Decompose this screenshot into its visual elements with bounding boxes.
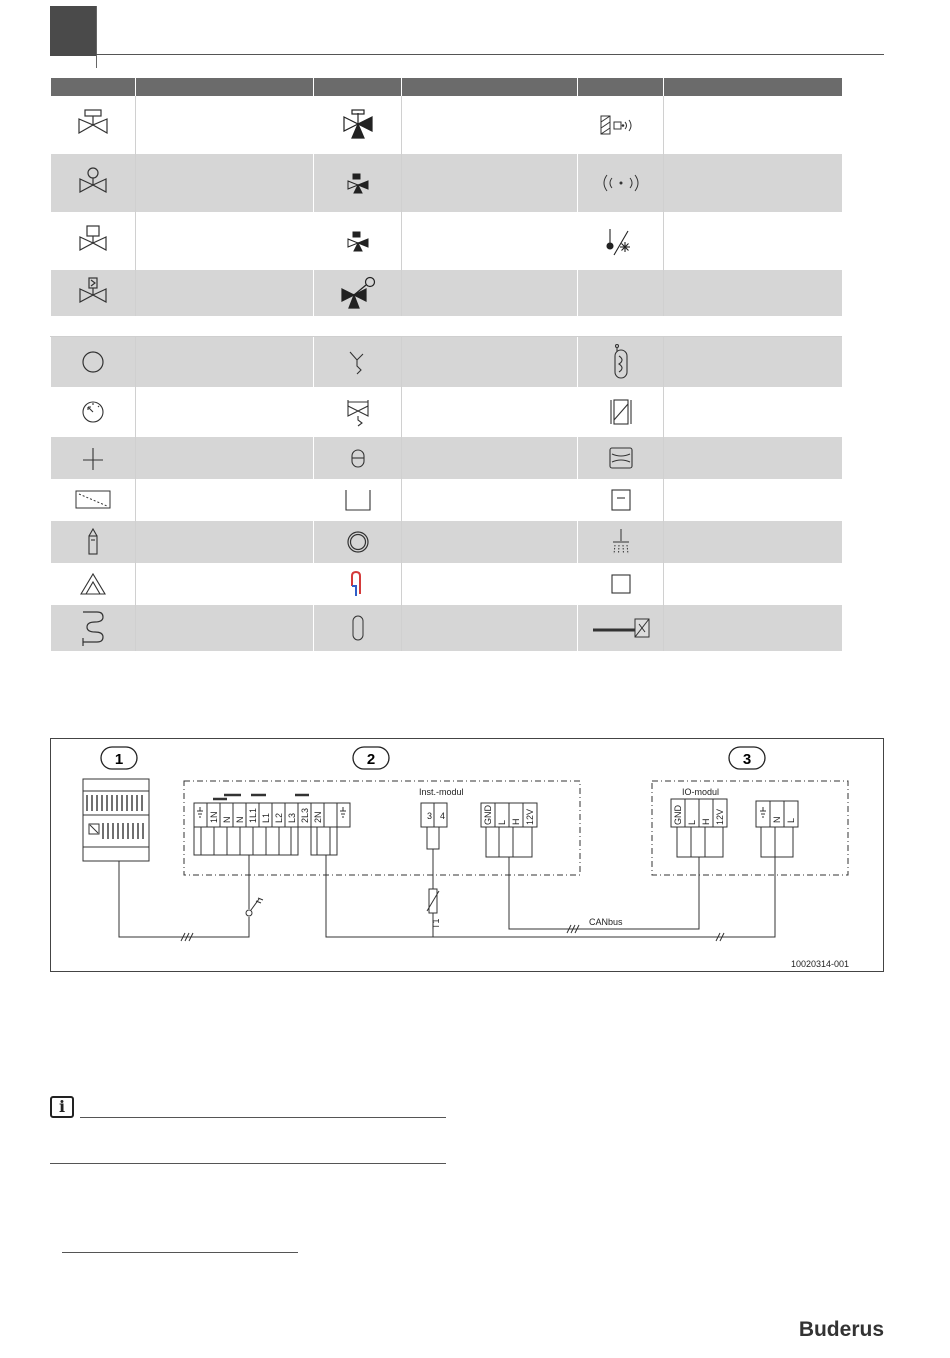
svg-text:L: L <box>497 819 507 825</box>
legend-row <box>51 270 842 316</box>
calorifier-icon <box>578 337 664 387</box>
description-cell <box>136 96 314 154</box>
power-terminal-l: L <box>786 817 796 823</box>
description-cell <box>402 387 578 437</box>
electric-heater-icon <box>578 387 664 437</box>
info-icon: i <box>50 1096 74 1118</box>
description-cell <box>136 337 314 387</box>
svg-text:2N: 2N <box>313 811 323 823</box>
indoor-unit-icon <box>578 479 664 521</box>
description-cell <box>664 437 842 479</box>
description-cell <box>664 154 842 212</box>
power-terminal-block-3 <box>756 801 798 857</box>
heat-exchanger-coil-icon <box>51 605 136 651</box>
description-cell <box>664 563 842 605</box>
svg-text:L3: L3 <box>287 812 297 823</box>
temperature-sensor-icon <box>51 521 136 563</box>
description-cell <box>402 212 578 270</box>
footnote-rule <box>62 1252 298 1253</box>
callout-3 <box>729 747 765 769</box>
svg-text:12V: 12V <box>525 808 535 825</box>
chapter-tab <box>50 6 96 56</box>
inst-terminal-4: 4 <box>440 811 446 821</box>
legend-separator-row <box>51 316 842 337</box>
chapter-tab-divider <box>96 6 97 68</box>
outdoor-sensor-icon <box>578 605 664 651</box>
description-cell <box>664 521 842 563</box>
description-cell <box>664 479 842 521</box>
buderus-logo: Buderus <box>798 1318 884 1341</box>
description-cell <box>402 479 578 521</box>
io-module-label: IO-modul <box>682 787 720 797</box>
description-cell <box>402 96 578 154</box>
svg-text:GND: GND <box>483 805 493 825</box>
separator-cell <box>51 316 842 337</box>
description-cell <box>136 563 314 605</box>
svg-text:L1: L1 <box>261 812 271 823</box>
return-flow-icon <box>314 337 402 387</box>
safety-valve-icon <box>314 387 402 437</box>
description-cell <box>664 270 842 316</box>
description-cell <box>136 437 314 479</box>
empty-symbol-cell <box>578 270 664 316</box>
power-terminal-n: N <box>772 816 782 823</box>
pipe-junction-icon <box>51 437 136 479</box>
legend-row <box>51 96 842 154</box>
info-top-rule <box>80 1117 446 1118</box>
thermostatic-valve-icon <box>314 270 402 316</box>
control-unit-outline <box>184 781 580 875</box>
callout-2 <box>353 747 389 769</box>
legend-row <box>51 479 842 521</box>
svg-text:H: H <box>511 818 521 825</box>
header-cell <box>314 78 402 96</box>
legend-row <box>51 521 842 563</box>
inst-terminal-block <box>421 803 447 849</box>
svg-text:N: N <box>235 816 245 823</box>
wall-sensor-icon <box>578 96 664 154</box>
svg-text:GND: GND <box>673 805 683 825</box>
pressure-gauge-icon <box>51 387 136 437</box>
expansion-vessel-icon <box>51 563 136 605</box>
svg-text:L: L <box>687 819 697 825</box>
main-terminal-block <box>194 795 350 855</box>
legend-row <box>51 605 842 651</box>
buffer-tank-icon <box>314 605 402 651</box>
main-terminal-labels <box>209 808 323 823</box>
description-cell <box>136 270 314 316</box>
thermostat-cold-icon <box>578 212 664 270</box>
legend-row <box>51 154 842 212</box>
legend-header-row <box>51 78 842 96</box>
three-way-valve-motor-icon <box>51 154 136 212</box>
description-cell <box>136 212 314 270</box>
svg-text:N: N <box>222 816 232 823</box>
wiring-diagram <box>50 738 884 972</box>
svg-text:L2: L2 <box>274 812 284 823</box>
description-cell <box>664 605 842 651</box>
header-cell <box>578 78 664 96</box>
solenoid-valve-icon <box>51 270 136 316</box>
inst-terminal-3: 3 <box>427 811 433 821</box>
svg-text:2L3: 2L3 <box>300 807 310 823</box>
small-mixing-valve-icon <box>314 154 402 212</box>
heat-pump-unit-icon <box>578 437 664 479</box>
legend-row <box>51 212 842 270</box>
description-cell <box>664 387 842 437</box>
wiring-lines <box>119 849 775 941</box>
description-cell <box>664 337 842 387</box>
fuse-box <box>83 779 149 861</box>
storage-tank-icon <box>314 479 402 521</box>
callout-1 <box>101 747 137 769</box>
svg-text:2: 2 <box>366 751 376 768</box>
svg-text:H: H <box>701 818 711 825</box>
three-way-valve-icon <box>51 212 136 270</box>
circle-tank-icon <box>314 521 402 563</box>
header-cell <box>136 78 314 96</box>
description-cell <box>136 521 314 563</box>
inst-module-label: Inst.-modul <box>419 787 464 797</box>
description-cell <box>136 387 314 437</box>
header-cell <box>402 78 578 96</box>
header-rule <box>96 54 884 55</box>
legend-row <box>51 437 842 479</box>
small-diverter-valve-icon <box>314 212 402 270</box>
svg-text:1: 1 <box>114 751 124 768</box>
wireless-icon <box>578 154 664 212</box>
info-bottom-rule <box>50 1163 446 1164</box>
description-cell <box>402 270 578 316</box>
pump-icon <box>51 337 136 387</box>
legend-row <box>51 387 842 437</box>
description-cell <box>402 521 578 563</box>
description-cell <box>136 479 314 521</box>
description-cell <box>136 154 314 212</box>
boiler-icon <box>578 563 664 605</box>
svg-text:3: 3 <box>742 751 752 768</box>
description-cell <box>402 337 578 387</box>
description-cell <box>136 605 314 651</box>
symbol-legend-table <box>50 78 842 651</box>
legend-row <box>51 563 842 605</box>
header-cell <box>664 78 842 96</box>
shower-icon <box>578 521 664 563</box>
description-cell <box>402 605 578 651</box>
filter-icon <box>314 437 402 479</box>
svg-text:1N: 1N <box>209 811 219 823</box>
description-cell <box>664 96 842 154</box>
heating-pipe-icon <box>314 563 402 605</box>
svg-text:12V: 12V <box>715 808 725 825</box>
description-cell <box>402 154 578 212</box>
floor-heating-icon <box>51 479 136 521</box>
description-cell <box>664 212 842 270</box>
description-cell <box>402 563 578 605</box>
header-cell <box>51 78 136 96</box>
figure-id: 10020314-001 <box>791 959 850 969</box>
svg-text:1L1: 1L1 <box>248 807 258 823</box>
description-cell <box>402 437 578 479</box>
sensor-t1-label: T1 <box>431 918 441 929</box>
three-way-mixing-valve-icon <box>314 96 402 154</box>
canbus-label: CANbus <box>589 917 623 927</box>
two-way-valve-icon <box>51 96 136 154</box>
legend-row <box>51 337 842 387</box>
